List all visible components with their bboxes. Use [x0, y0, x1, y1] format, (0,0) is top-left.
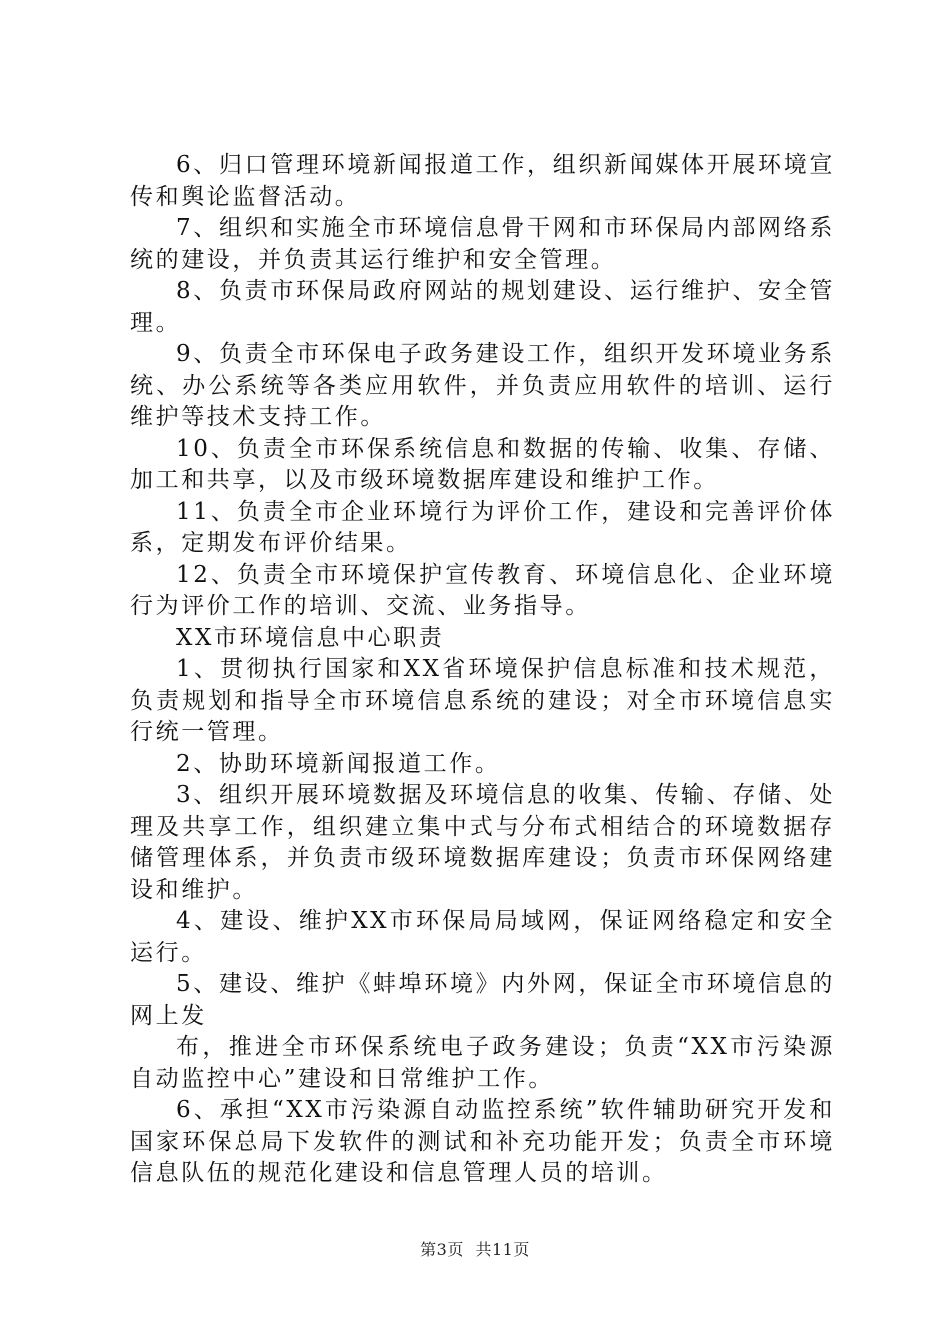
- paragraph: 1、贯彻执行国家和XX省环境保护信息标准和技术规范，负责规划和指导全市环境信息系统的建设；对全市环境信息实行统一管理。: [130, 656, 835, 745]
- paragraph: 5、建设、维护《蚌埠环境》内外网，保证全市环境信息的网上发: [130, 971, 835, 1029]
- document-body: [130, 150, 835, 1190]
- paragraph: 布，推进全市环保系统电子政务建设；负责“XX市污染源自动监控中心”建设和日常维护工作。: [130, 1034, 835, 1092]
- page-footer: [0, 1237, 950, 1260]
- paragraph: 4、建设、维护XX市环保局局域网，保证网络稳定和安全运行。: [130, 908, 835, 966]
- paragraph: 11、负责全市企业环境行为评价工作，建设和完善评价体系，定期发布评价结果。: [130, 498, 835, 556]
- page-total: 共11页: [475, 1240, 530, 1259]
- paragraph: 10、负责全市环保系统信息和数据的传输、收集、存储、加工和共享，以及市级环境数据库建设和维护工作。: [130, 435, 835, 493]
- paragraph: 3、组织开展环境数据及环境信息的收集、传输、存储、处理及共享工作，组织建立集中式与分布式相结合的环境数据存储管理体系，并负责市级环境数据库建设；负责市环保网络建设和维护。: [130, 782, 835, 903]
- section-heading: XX市环境信息中心职责: [176, 624, 445, 651]
- page-number: 第3页: [420, 1240, 464, 1259]
- paragraph: 2、协助环境新闻报道工作。: [176, 750, 501, 777]
- paragraph: 6、归口管理环境新闻报道工作，组织新闻媒体开展环境宣传和舆论监督活动。: [130, 152, 835, 210]
- paragraph: 8、负责市环保局政府网站的规划建设、运行维护、安全管理。: [130, 278, 835, 336]
- paragraph: 9、负责全市环保电子政务建设工作，组织开发环境业务系统、办公系统等各类应用软件，并负责应用软件的培训、运行维护等技术支持工作。: [130, 341, 835, 430]
- paragraph: 6、承担“XX市污染源自动监控系统”软件辅助研究开发和国家环保总局下发软件的测试和补充功能开发；负责全市环境信息队伍的规范化建设和信息管理人员的培训。: [130, 1097, 835, 1186]
- paragraph: 12、负责全市环境保护宣传教育、环境信息化、企业环境行为评价工作的培训、交流、业务指导。: [130, 561, 835, 619]
- paragraph: 7、组织和实施全市环境信息骨干网和市环保局内部网络系统的建设，并负责其运行维护和安全管理。: [130, 215, 835, 273]
